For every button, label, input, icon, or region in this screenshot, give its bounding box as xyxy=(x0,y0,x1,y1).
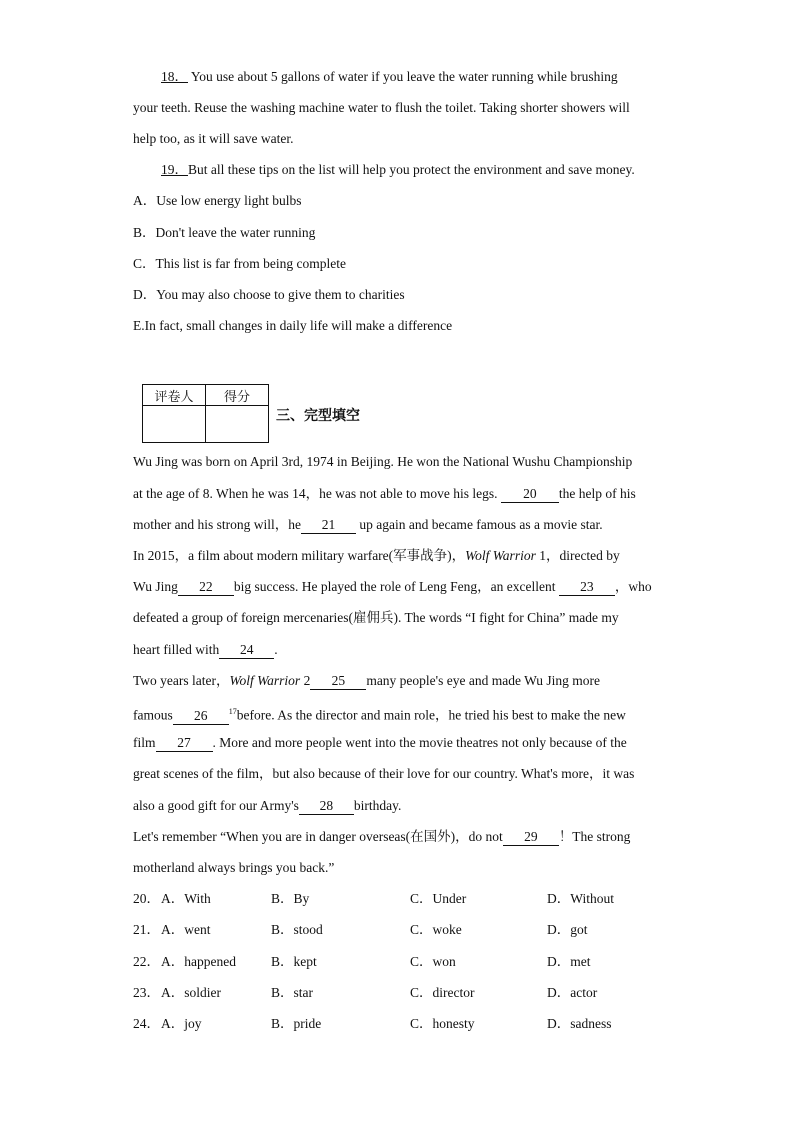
passage-line: Wu Jing 22 big success. He played the role of Leng Feng，an excellent 23 ，who xyxy=(133,579,652,594)
blank-28[interactable]: 28 xyxy=(299,798,354,815)
choice-c[interactable]: C．woke xyxy=(410,922,462,937)
choice-c[interactable]: C．won xyxy=(410,954,456,969)
section-title: 三、完型填空 xyxy=(276,408,360,424)
choice-c[interactable]: C．honesty xyxy=(410,1016,475,1031)
passage-line: heart filled with 24 . xyxy=(133,642,278,657)
choice-number: 23． xyxy=(133,985,160,1000)
choice-a[interactable]: A．happened xyxy=(161,954,236,969)
q18-line2: your teeth. Reuse the washing machine water to flush the toilet. Taking shorter showers will xyxy=(133,100,630,115)
blank-21[interactable]: 21 xyxy=(301,517,356,534)
passage-line: Wu Jing was born on April 3rd, 1974 in Beijing. He won the National Wushu Championship xyxy=(133,454,633,469)
choice-d[interactable]: D．sadness xyxy=(547,1016,612,1031)
q18-line1: 18． You use about 5 gallons of water if you leave the water running while brushing xyxy=(161,69,618,84)
choice-c[interactable]: C．director xyxy=(410,985,475,1000)
option-a: A．Use low energy light bulbs xyxy=(133,193,302,208)
passage-line: Two years later，Wolf Warrior 2 25 many people's eye and made Wu Jing more xyxy=(133,673,601,688)
grader-header: 评卷人 xyxy=(143,385,206,406)
option-b: B．Don't leave the water running xyxy=(133,225,316,240)
blank-24[interactable]: 24 xyxy=(219,642,274,659)
grader-cell[interactable] xyxy=(143,406,206,443)
blank-22[interactable]: 22 xyxy=(178,579,234,596)
choice-d[interactable]: D．actor xyxy=(547,985,598,1000)
blank-29[interactable]: 29 xyxy=(503,829,559,846)
option-e: E.In fact, small changes in daily life will make a difference xyxy=(133,318,453,333)
choice-b[interactable]: B．pride xyxy=(271,1016,322,1031)
score-header: 得分 xyxy=(206,385,269,406)
choice-b[interactable]: B．star xyxy=(271,985,313,1000)
passage-line: In 2015，a film about modern military warfare(军事战争)，Wolf Warrior 1，directed by xyxy=(133,548,620,563)
passage-line: Let's remember “When you are in danger overseas(在国外)，do not 29 ！The strong xyxy=(133,829,631,844)
choice-number: 22． xyxy=(133,954,160,969)
choice-a[interactable]: A．joy xyxy=(161,1016,202,1031)
blank-27[interactable]: 27 xyxy=(156,735,213,752)
choice-c[interactable]: C．Under xyxy=(410,891,467,906)
choice-number: 20． xyxy=(133,891,160,906)
choice-d[interactable]: D．met xyxy=(547,954,591,969)
choice-a[interactable]: A．went xyxy=(161,922,211,937)
blank-25[interactable]: 25 xyxy=(310,673,366,690)
score-table xyxy=(142,384,269,443)
choice-number: 24． xyxy=(133,1016,160,1031)
passage-line: at the age of 8. When he was 14，he was not able to move his legs. 20 the help of his xyxy=(133,486,636,501)
option-c: C．This list is far from being complete xyxy=(133,256,346,271)
choice-number: 21． xyxy=(133,922,160,937)
blank-23[interactable]: 23 xyxy=(559,579,615,596)
score-cell[interactable] xyxy=(206,406,269,443)
choice-b[interactable]: B．By xyxy=(271,891,310,906)
choice-a[interactable]: A．With xyxy=(161,891,211,906)
q18-line3: help too, as it will save water. xyxy=(133,131,294,146)
passage-line: great scenes of the film，but also because of their love for our country. What's more，it was xyxy=(133,766,635,781)
passage-line: motherland always brings you back.” xyxy=(133,860,335,875)
q19-line1: 19．But all these tips on the list will help you protect the environment and save money. xyxy=(161,162,635,177)
passage-line: defeated a group of foreign mercenaries(雇佣兵). The words “I fight for China” made my xyxy=(133,610,619,625)
blank-20[interactable]: 20 xyxy=(501,486,559,503)
passage-line: mother and his strong will，he 21 up again and became famous as a movie star. xyxy=(133,517,603,532)
choice-d[interactable]: D．got xyxy=(547,922,588,937)
choice-b[interactable]: B．stood xyxy=(271,922,323,937)
choice-a[interactable]: A．soldier xyxy=(161,985,221,1000)
q19-number: 19． xyxy=(161,162,188,177)
choice-d[interactable]: D．Without xyxy=(547,891,614,906)
option-d: D．You may also choose to give them to charities xyxy=(133,287,405,302)
passage-line: film 27 . More and more people went into the movie theatres not only because of the xyxy=(133,735,627,750)
passage-line: famous 26 $^{17}$before. As the director and main role，he tried his best to make the new xyxy=(133,707,626,723)
q18-number: 18． xyxy=(161,69,188,84)
passage-line: also a good gift for our Army's 28 birthday. xyxy=(133,798,402,813)
blank-26[interactable]: 26 xyxy=(173,708,229,725)
choice-b[interactable]: B．kept xyxy=(271,954,317,969)
